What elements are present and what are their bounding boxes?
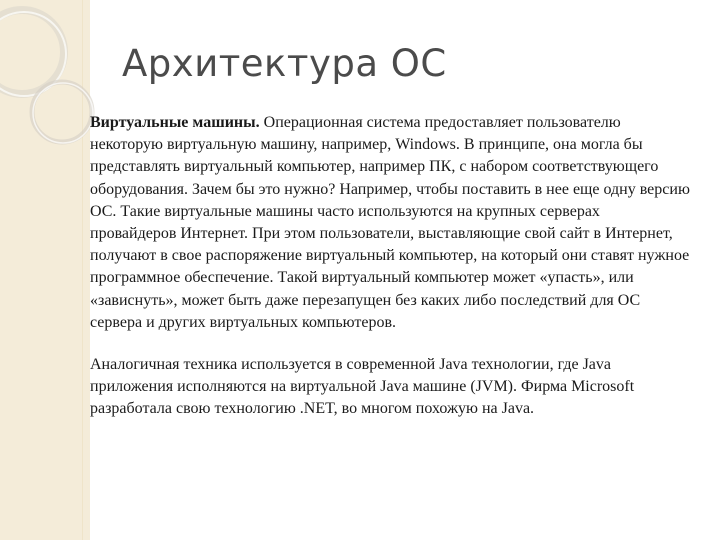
slide-title: Архитектура ОС (122, 42, 447, 85)
slide-body (90, 112, 690, 421)
paragraph-lead: Виртуальные машины. (90, 114, 260, 131)
paragraph-text: Аналогичная техника используется в современной Java технологии, где Java приложения исполняются на виртуальной Java машине (JVM). Фирма Microsoft разработала свою технологию .NET, во многом похожую на Java. (90, 356, 635, 418)
band-edge-line (82, 0, 83, 540)
decorative-side-band (0, 0, 90, 540)
paragraph-java (90, 354, 690, 421)
paragraph-virtual-machines (90, 112, 690, 334)
paragraph-text: Операционная система предоставляет пользователю некоторую виртуальную машину, например, Windows. В принципе, она могла бы представлять виртуальный компьютер, например ПК, с набором соответствующего оборудования. Зачем бы это нужно? Например, чтобы поставить в нее еще одну версию ОС. Такие виртуальные машины часто используются на крупных серверах провайдеров Интернет. При этом пользователи, выставляющие свой сайт в Интернет, получают в свое распоряжение виртуальный компьютер, на который они ставят нужное программное обеспечение. Такой виртуальный компьютер может «упасть», или «зависнуть», может быть даже перезапущен без каких либо последствий для ОС сервера и других виртуальных компьютеров. (90, 114, 690, 331)
